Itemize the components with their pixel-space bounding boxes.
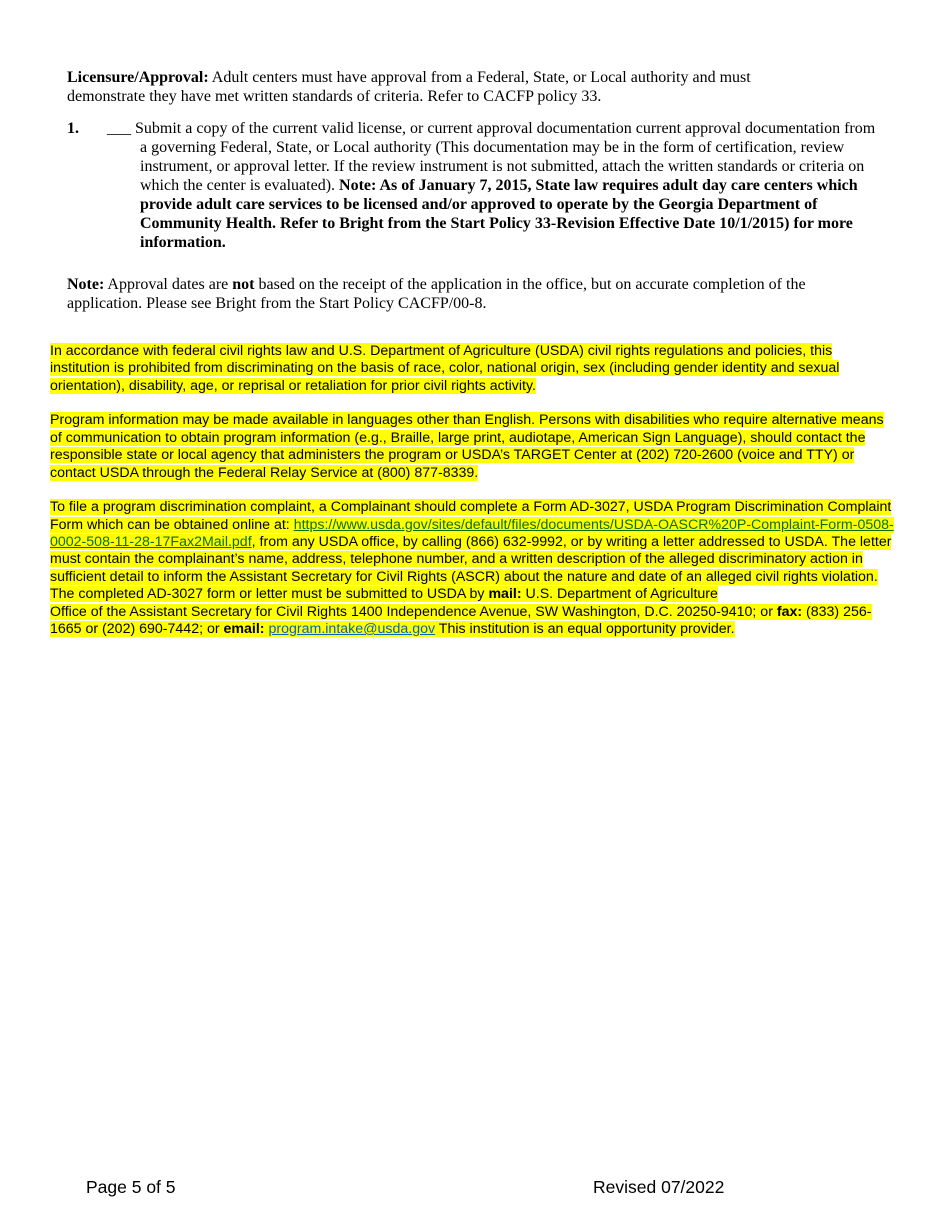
licensure-text: Adult centers must have approval from a Federal, State, or Local authority and must demonstrate they have met written standards of criteria. Refer to CACFP policy 33.: [67, 69, 751, 105]
civil-paragraph-3: [50, 499, 895, 638]
revision-date: Revised 07/2022: [593, 1177, 725, 1197]
nondiscrimination-statement: [50, 343, 895, 638]
email-link[interactable]: program.intake@usda.gov: [268, 621, 436, 638]
complaint-form-link[interactable]: https://www.usda.gov/sites/default/files/documents/USDA-OASCR%20P-Complaint-Form-0508-0002-508-11-28-17Fax2Mail.pdf: [50, 516, 894, 551]
mail-text: U.S. Department of Agriculture: [521, 586, 718, 603]
item-text: Submit a copy of the current valid license, or current approval documentation current approval documentation from a governing Federal, State, or Local authority (This documentation may be in the form of certification, review instrument, or approval letter. If the review instrument is not submitted, attach the written standards or criteria on which the center is evaluated).: [131, 120, 876, 194]
email-label: email:: [223, 621, 265, 638]
item-bold-note: Note: As of January 7, 2015, State law requires adult day care centers which provide adult care services to be licensed and/or approved to operate by the Georgia Department of Community Health. Refer to Bright from the Start Policy 33-Revision Effective Date 10/1/2015) for more information.: [140, 177, 858, 251]
note-bold-word: not: [232, 276, 255, 293]
complaint-text-after-link: , from any USDA office, by calling (866) 632-9992, or by writing a letter addressed to USDA. The letter must contain the complainant’s name, address, telephone number, and a written description of the alleged discriminatory action in sufficient detail to inform the Assistant Secretary for Civil Rights (ASCR) about the nature and date of an alleged civil rights violation. The completed AD-3027 form or letter must be submitted to USDA by: [50, 534, 892, 603]
fax-label: fax:: [776, 603, 803, 620]
civil-paragraph-2: [50, 412, 895, 482]
item-number: 1.: [67, 120, 79, 137]
approval-note: [67, 275, 867, 313]
civil-paragraph-2-text: Program information may be made available in languages other than English. Persons with disabilities who require alternative means of communication to obtain program information (e.g., Braille, large print, audiotape, American Sign Language), should contact the responsible state or local agency that administers the program or USDA’s TARGET Center at (202) 720-2600 (voice and TTY) or contact USDA through the Federal Relay Service at (800) 877-8339.: [50, 412, 884, 481]
licensure-label: Licensure/Approval:: [67, 69, 209, 86]
note-label: Note:: [67, 276, 105, 293]
closing-text: This institution is an equal opportunity provider.: [435, 621, 735, 638]
complaint-text-before-link: To file a program discrimination complaint, a Complainant should complete a Form AD-3027, USDA Program Discrimination Complaint Form which can be obtained online at:: [50, 499, 892, 533]
licensure-paragraph: [67, 68, 787, 106]
civil-paragraph-1: [50, 343, 895, 395]
note-text-after: based on the receipt of the application in the office, but on accurate completion of the application. Please see Bright from the Start Policy CACFP/00-8.: [67, 276, 806, 312]
mail-label: mail:: [488, 586, 522, 603]
address-text: Office of the Assistant Secretary for Civil Rights 1400 Independence Avenue, SW Washington, D.C. 20250-9410; or: [50, 603, 777, 620]
item-body: [107, 119, 877, 252]
item-blank: ___: [107, 120, 131, 137]
page-number: Page 5 of 5: [86, 1177, 176, 1197]
fax-text: (833) 256-1665 or (202) 690-7442; or: [50, 603, 872, 638]
note-text-before: Approval dates are: [104, 276, 233, 293]
civil-paragraph-1-text: In accordance with federal civil rights law and U.S. Department of Agriculture (USDA) civil rights regulations and policies, this institution is prohibited from discriminating on the basis of race, color, national origin, sex (including gender identity and sexual orientation), disability, age, or reprisal or retaliation for prior civil rights activity.: [50, 343, 840, 394]
checklist-item-1: [67, 119, 877, 252]
